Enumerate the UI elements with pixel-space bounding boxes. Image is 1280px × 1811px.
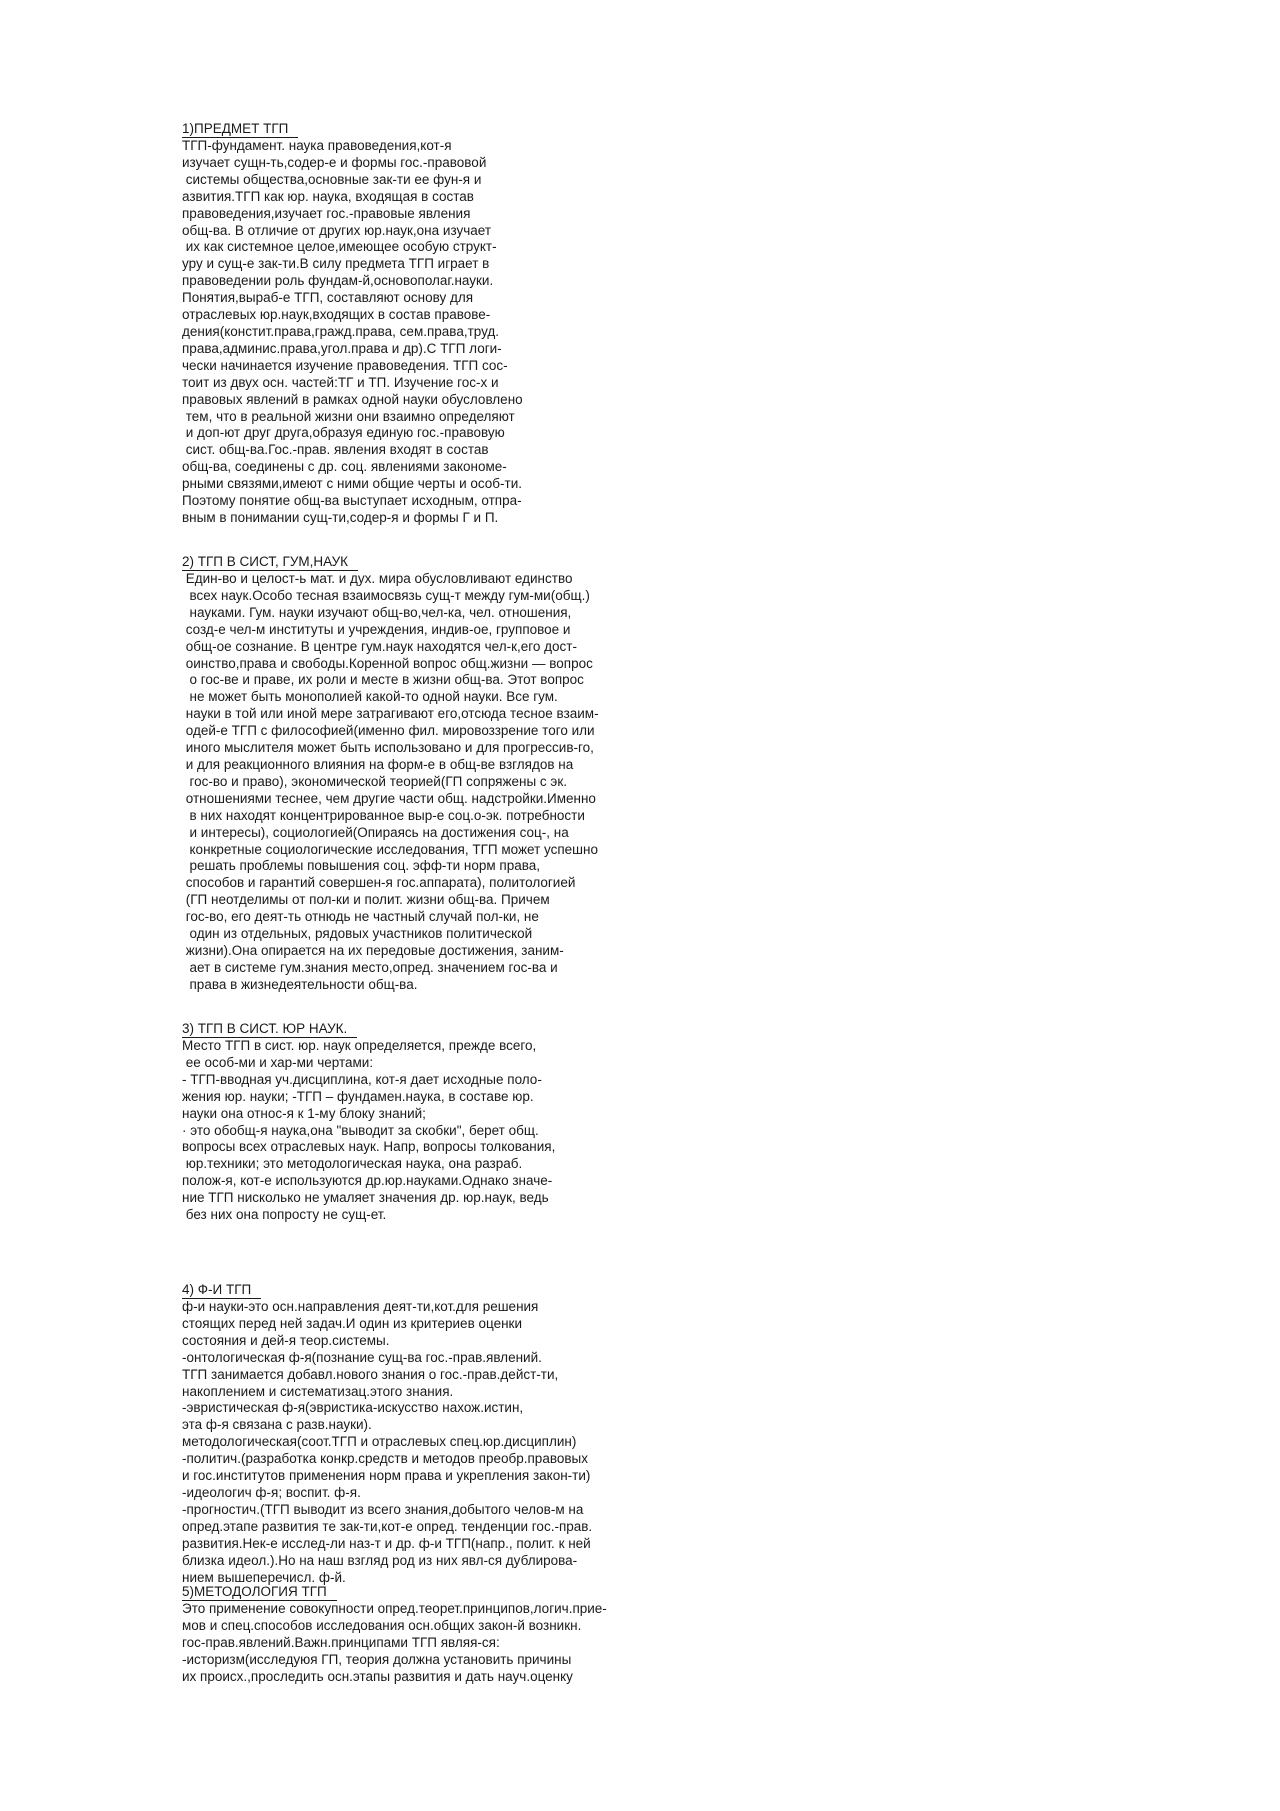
text-line: тоит из двух осн. частей:ТГ и ТП. Изучение гос-х и	[182, 374, 499, 390]
text-line: развития.Нек-е исслед-ли наз-т и др. ф-и ТГП(напр., полит. к ней	[182, 1535, 591, 1551]
text-line: Место ТГП в сист. юр. наук определяется, прежде всего,	[182, 1038, 537, 1053]
text-line: близка идеол.).Но на наш взгляд род из них явл-ся дублирова-	[182, 1552, 578, 1568]
text-line: права в жизнедеятельности общ-ва.	[182, 976, 418, 992]
text-line: Поэтому понятие общ-ва выступает исходным, отпра-	[182, 493, 522, 509]
text-line: созд-е чел-м институты и учреждения, индив-ое, групповое и	[182, 621, 571, 637]
section-heading: 1)ПРЕДМЕТ ТГП	[182, 120, 298, 138]
text-line: один из отдельных, рядовых участников политической	[182, 926, 533, 942]
section-humanities	[182, 553, 599, 994]
section-body	[182, 1601, 607, 1686]
text-line: общ-ое сознание. В центре гум.наук находятся чел-к,его дост-	[182, 638, 577, 654]
text-line: · это обобщ-я наука,она "выводит за скобки", берет общ.	[182, 1122, 539, 1138]
text-line: науками. Гум. науки изучают общ-во,чел-ка, чел. отношения,	[182, 604, 572, 620]
text-line: их как системное целое,имеющее особую структ-	[182, 239, 497, 255]
text-line: -эвристическая ф-я(эвристика-искусство нахож.истин,	[182, 1400, 524, 1416]
text-line: ее особ-ми и хар-ми чертами:	[182, 1054, 374, 1070]
text-line: состояния и дей-я теор.системы.	[182, 1332, 390, 1348]
text-line: Это применение совокупности опред.теорет.принципов,логич.прие-	[182, 1601, 607, 1616]
text-line: правоведении роль фундам-й,основополаг.науки.	[182, 273, 494, 289]
text-line: и доп-ют друг друга,образуя единую гос.-правовую	[182, 425, 505, 441]
section-body	[182, 1038, 555, 1224]
text-line: эта ф-я связана с разв.науки).	[182, 1417, 372, 1433]
text-line: ние ТГП нисколько не умаляет значения др. юр.наук, ведь	[182, 1190, 549, 1206]
text-line: в них находят концентрированное выр-е соц.о-эк. потребности	[182, 807, 585, 823]
section-heading: 3) ТГП В СИСТ. ЮР НАУК.	[182, 1020, 357, 1038]
text-line: опред.этапе развития те зак-ти,кот-е опред. тенденции гос.-прав.	[182, 1518, 593, 1534]
text-line: способов и гарантий совершен-я гос.аппарата), политологией	[182, 875, 576, 891]
section-heading: 4) Ф-И ТГП	[182, 1281, 261, 1299]
text-line: и для реакционного влияния на форм-е в общ-ве взглядов на	[182, 756, 574, 772]
text-line: права,админис.права,угол.права и др).С ТГП логи-	[182, 340, 502, 356]
text-line: жения юр. науки; -ТГП – фундамен.наука, в составе юр.	[182, 1088, 534, 1104]
text-line: ает в системе гум.знания место,опред. значением гос-ва и	[182, 959, 558, 975]
text-line: науки она относ-я к 1-му блоку знаний;	[182, 1105, 426, 1121]
text-line: общ-ва. В отличие от других юр.наук,она изучает	[182, 222, 492, 238]
text-line: юр.техники; это методологическая наука, она разраб.	[182, 1156, 523, 1172]
section-functions	[182, 1281, 592, 1586]
text-line: общ-ва, соединены с др. соц. явлениями закономе-	[182, 459, 507, 475]
text-line: чески начинается изучение правоведения. ТГП сос-	[182, 357, 508, 373]
text-line: стоящих перед ней задач.И один из критериев оценки	[182, 1315, 522, 1331]
text-line: -онтологическая ф-я(познание сущ-ва гос.-прав.явлений.	[182, 1349, 542, 1365]
text-line: одей-е ТГП с философией(именно фил. мировоззрение того или	[182, 723, 595, 739]
text-line: отраслевых юр.наук,входящих в состав правове-	[182, 307, 491, 323]
section-legal-sciences	[182, 1020, 555, 1224]
text-line: вопросы всех отраслевых наук. Напр, вопросы толкования,	[182, 1139, 556, 1155]
section-body	[182, 571, 599, 994]
text-line: уру и сущ-е зак-ти.В силу предмета ТГП играет в	[182, 256, 490, 272]
text-line: гос-прав.явлений.Важн.принципами ТГП являя-ся:	[182, 1634, 500, 1650]
section-methodology	[182, 1583, 607, 1686]
text-line: -идеологич ф-я; воспит. ф-я.	[182, 1484, 361, 1500]
text-line: -историзм(исследуюя ГП, теория должна установить причины	[182, 1651, 572, 1667]
text-line: оинство,права и свободы.Коренной вопрос общ.жизни — вопрос	[182, 655, 593, 671]
text-line: гос-во и право), экономической теорией(ГП сопряжены с эк.	[182, 773, 567, 789]
text-line: сист. общ-ва.Гос.-прав. явления входят в состав	[182, 442, 489, 458]
text-line: - ТГП-вводная уч.дисциплина, кот-я дает исходные поло-	[182, 1071, 542, 1087]
text-line: и гос.институтов применения норм права и укрепления закон-ти)	[182, 1468, 591, 1484]
text-line: науки в той или иной мере затрагивают его,отсюда тесное взаим-	[182, 706, 599, 722]
text-line: жизни).Она опирается на их передовые достижения, заним-	[182, 942, 564, 958]
text-line: рными связями,имеют с ними общие черты и особ-ти.	[182, 476, 523, 492]
text-line: системы общества,основные зак-ти ее фун-я и	[182, 171, 482, 187]
text-line: накоплением и систематизац.этого знания.	[182, 1383, 454, 1399]
text-line: о гос-ве и праве, их роли и месте в жизни общ-ва. Этот вопрос	[182, 672, 584, 688]
text-line: нием вышеперечисл. ф-й.	[182, 1569, 346, 1585]
text-line: дения(констит.права,гражд.права, сем.права,труд.	[182, 323, 500, 339]
text-line: изучает сущн-ть,содер-е и формы гос.-правовой	[182, 154, 487, 170]
text-line: отношениями теснее, чем другие части общ. надстройки.Именно	[182, 790, 596, 806]
text-line: -политич.(разработка конкр.средств и методов преобр.правовых	[182, 1451, 588, 1467]
text-line: и интересы), социологией(Опираясь на достижения соц-, на	[182, 824, 569, 840]
text-line: решать проблемы повышения соц. эфф-ти норм права,	[182, 858, 541, 874]
text-line: всех наук.Особо тесная взаимосвязь сущ-т между гум-ми(общ.)	[182, 587, 590, 603]
text-line: (ГП неотделимы от пол-ки и полит. жизни общ-ва. Причем	[182, 892, 550, 908]
text-line: полож-я, кот-е используются др.юр.науками.Однако значе-	[182, 1173, 553, 1189]
section-body	[182, 138, 523, 527]
text-line: их происх.,проследить осн.этапы развития и дать науч.оценку	[182, 1668, 573, 1684]
text-line: ф-и науки-это осн.направления деят-ти,кот.для решения	[182, 1299, 539, 1314]
text-line: -прогностич.(ТГП выводит из всего знания,добытого челов-м на	[182, 1501, 584, 1517]
text-line: азвития.ТГП как юр. наука, входящая в состав	[182, 188, 474, 204]
section-heading: 5)МЕТОДОЛОГИЯ ТГП	[182, 1583, 337, 1601]
text-line: правоведения,изучает гос.-правовые явления	[182, 205, 471, 221]
section-heading: 2) ТГП В СИСТ, ГУМ,НАУК	[182, 553, 358, 571]
text-line: конкретные социологические исследования, ТГП может успешно	[182, 841, 598, 857]
text-line: без них она попросту не сущ-ет.	[182, 1207, 387, 1223]
section-subject	[182, 120, 523, 527]
text-line: тем, что в реальной жизни они взаимно определяют	[182, 408, 515, 424]
text-line: иного мыслителя может быть использовано и для прогрессив-го,	[182, 740, 594, 756]
text-line: мов и спец.способов исследования осн.общих закон-й возникн.	[182, 1617, 582, 1633]
text-line: гос-во, его деят-ть отнюдь не частный случай пол-ки, не	[182, 909, 539, 925]
text-line: Понятия,выраб-е ТГП, составляют основу для	[182, 290, 474, 306]
text-line: ТГП-фундамент. наука правоведения,кот-я	[182, 138, 452, 153]
text-line: правовых явлений в рамках одной науки обусловлено	[182, 391, 523, 407]
section-body	[182, 1299, 592, 1586]
text-line: ТГП занимается добавл.нового знания о гос.-прав.дейст-ти,	[182, 1366, 559, 1382]
text-line: методологическая(соот.ТГП и отраслевых спец.юр.дисциплин)	[182, 1434, 577, 1450]
text-line: Един-во и целост-ь мат. и дух. мира обусловливают единство	[182, 571, 573, 586]
text-line: не может быть монополией какой-то одной науки. Все гум.	[182, 689, 558, 705]
text-line: вным в понимании сущ-ти,содер-я и формы Г и П.	[182, 509, 499, 525]
